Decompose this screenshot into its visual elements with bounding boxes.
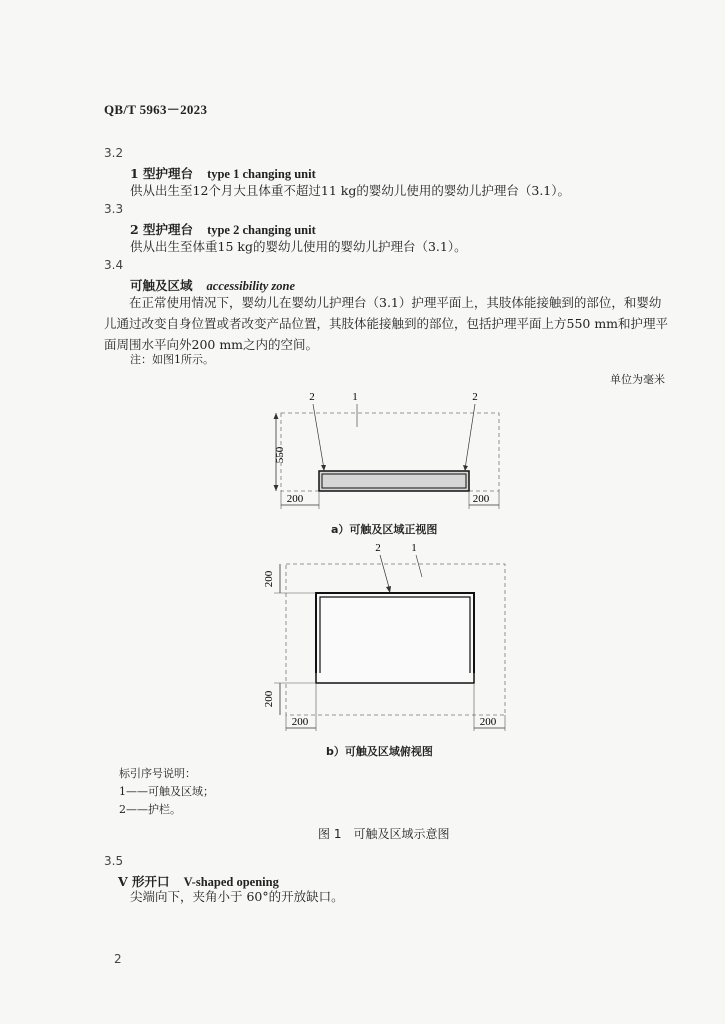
term-definition: 供从出生至12个月大且体重不超过11 kg的婴幼儿使用的婴幼儿护理台（3.1）。 xyxy=(130,183,570,198)
section-number: 3.2 xyxy=(104,146,124,160)
term-en: accessibility zone xyxy=(206,279,296,293)
term-cn: 1 型护理台 xyxy=(130,166,194,181)
term-cn: 2 型护理台 xyxy=(130,222,194,237)
dim-bottom: 200 xyxy=(263,690,275,708)
leader-line xyxy=(465,404,475,469)
page-number: 2 xyxy=(114,952,122,966)
dim-left: 200 xyxy=(286,493,304,505)
label-guard-rail: 2 xyxy=(375,542,381,554)
leader-line xyxy=(313,404,324,469)
leader-line xyxy=(380,555,390,591)
dim-left: 200 xyxy=(291,716,309,728)
front-view-caption: a）可触及区域正视图 xyxy=(331,523,438,536)
leader-line xyxy=(416,555,422,577)
label-zone: 1 xyxy=(352,391,358,403)
dim-height: 550 xyxy=(274,446,286,464)
section-number: 3.3 xyxy=(104,202,124,216)
section-number: 3.4 xyxy=(104,258,124,272)
term-definition: 尖端向下，夹角小于 60°的开放缺口。 xyxy=(130,889,344,904)
leader-arrow xyxy=(386,586,391,593)
term-cn: 可触及区域 xyxy=(130,278,193,293)
front-view-diagram xyxy=(255,385,515,515)
term-note: 注：如图1所示。 xyxy=(130,353,214,366)
term-definition: 供从出生至体重15 kg的婴幼儿使用的婴幼儿护理台（3.1）。 xyxy=(130,239,467,254)
top-view-caption: b）可触及区域俯视图 xyxy=(326,745,433,758)
label-guard-rail: 2 xyxy=(309,391,315,403)
dim-right: 200 xyxy=(472,493,490,505)
legend-title: 标引序号说明： xyxy=(119,767,196,780)
term-definition: 在正常使用情况下，婴幼儿在婴幼儿护理台（3.1）护理平面上，其肢体能接触到的部位，和婴幼儿通过改变自身位置或者改变产品位置，其肢体能接触到的部位，包括护理平面上方550 mm和护理平面周围水平向外200 mm之内的空间。 xyxy=(104,295,669,352)
term-en: type 1 changing unit xyxy=(207,167,316,181)
legend-item: 2——护栏。 xyxy=(119,803,181,816)
term-en: type 2 changing unit xyxy=(207,223,316,237)
dim-right: 200 xyxy=(479,716,497,728)
section-number: 3.5 xyxy=(104,854,124,868)
figure-title: 图 1 可触及区域示意图 xyxy=(318,827,450,841)
label-zone: 1 xyxy=(411,542,417,554)
term-en: V-shaped opening xyxy=(183,875,279,889)
standard-code: QB/T 5963－2023 xyxy=(104,102,208,117)
leader-arrows xyxy=(321,465,468,471)
legend-item: 1——可触及区域； xyxy=(119,785,214,798)
dim-top: 200 xyxy=(263,570,275,588)
changing-surface xyxy=(316,593,474,683)
term-cn: V 形开口 xyxy=(118,874,170,889)
unit-note: 单位为毫米 xyxy=(610,373,665,386)
label-guard-rail: 2 xyxy=(472,391,478,403)
top-view-diagram xyxy=(250,535,520,735)
